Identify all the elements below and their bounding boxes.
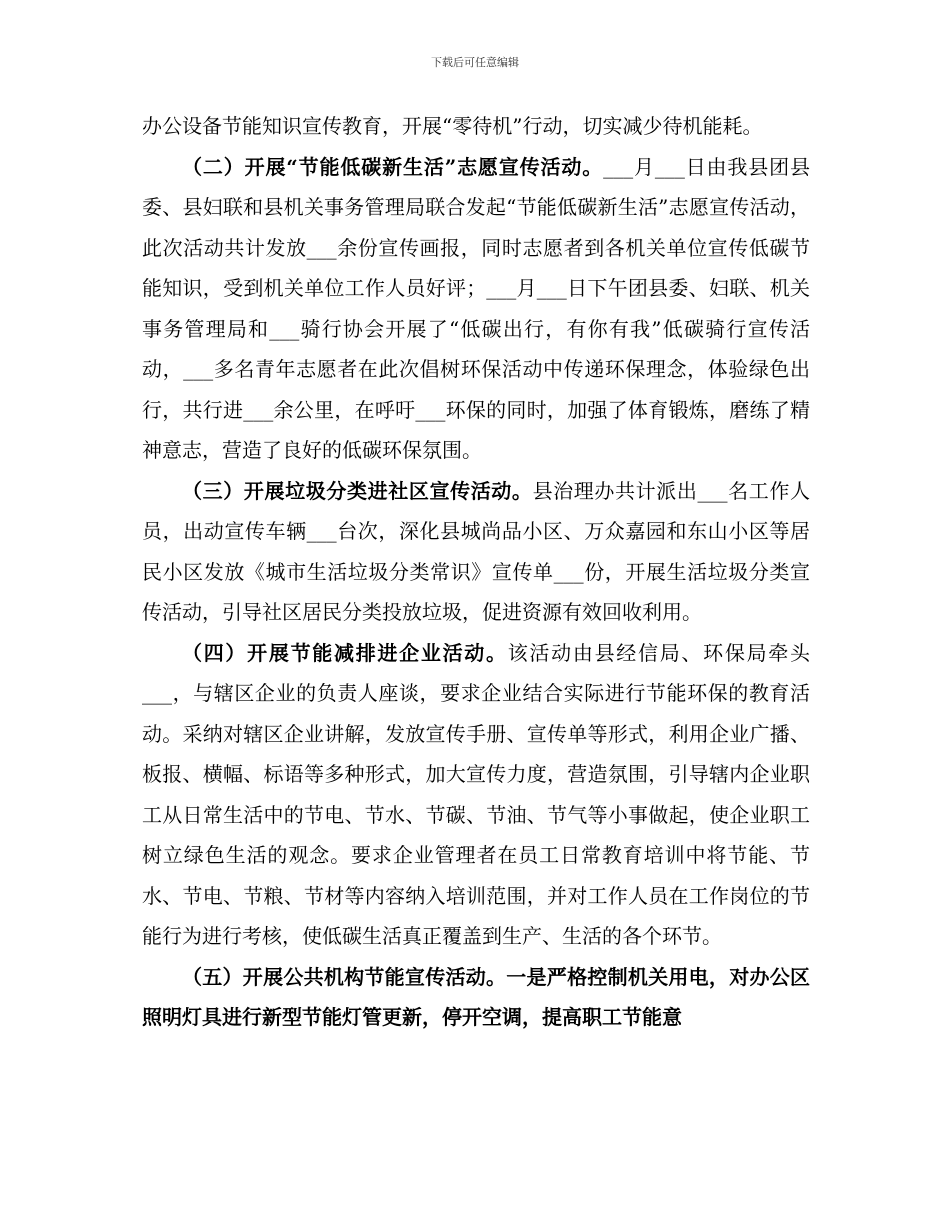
- paragraph-4-heading: （四）开展节能减排进企业活动。: [182, 640, 508, 665]
- paragraph-2: [142, 147, 810, 471]
- paragraph-4-body: 该活动由县经信局、环保局牵头___，与辖区企业的负责人座谈，要求企业结合实际进行节能环保的教育活动。采纳对辖区企业讲解，发放宣传手册、宣传单等形式，利用企业广播、板报、横幅、标语等多种形式，加大宣传力度，营造氛围，引导辖内企业职工从日常生活中的节电、节水、节碳、节油、节气等小事做起，使企业职工树立绿色生活的观念。要求企业管理者在员工日常教育培训中将节能、节水、节电、节粮、节材等内容纳入培训范围，并对工作人员在工作岗位的节能行为进行考核，使低碳生活真正覆盖到生产、生活的各个环节。: [142, 640, 811, 948]
- document-body: [142, 106, 810, 1038]
- paragraph-3: [142, 471, 810, 633]
- paragraph-5: [142, 957, 810, 1038]
- paragraph-2-body: ___月___日由我县团县委、县妇联和县机关事务管理局联合发起“节能低碳新生活”志愿宣传活动，此次活动共计发放___余份宣传画报，同时志愿者到各机关单位宣传低碳节能知识，受到机关单位工作人员好评；___月___日下午团县委、妇联、机关事务管理局和___骑行协会开展了“低碳出行，有你有我”低碳骑行宣传活动，___多名青年志愿者在此次倡树环保活动中传递环保理念，体验绿色出行，共行进___余公里，在呼吁___环保的同时，加强了体育锻炼，磨练了精神意志，营造了良好的低碳环保氛围。: [142, 154, 811, 462]
- paragraph-3-body: 县治理办共计派出___名工作人员，出动宣传车辆___台次，深化县城尚品小区、万众嘉园和东山小区等居民小区发放《城市生活垃圾分类常识》宣传单___份，开展生活垃圾分类宣传活动，引导社区居民分类投放垃圾，促进资源有效回收利用。: [142, 478, 811, 624]
- paragraph-1-body: 办公设备节能知识宣传教育，开展“零待机”行动，切实减少待机能耗。: [142, 114, 763, 138]
- paragraph-4: [142, 633, 810, 957]
- paragraph-3-heading: （三）开展垃圾分类进社区宣传活动。: [182, 478, 533, 503]
- paragraph-5-heading: （五）开展公共机构节能宣传活动。一是严格控制机关用电，对办公区照明灯具进行新型节能灯管更新，停开空调，提高职工节能意: [142, 964, 810, 1029]
- paragraph-1: [142, 106, 810, 147]
- page-header: 下载后可任意编辑: [431, 56, 519, 69]
- paragraph-2-heading: （二）开展“节能低碳新生活”志愿宣传活动。: [182, 154, 604, 179]
